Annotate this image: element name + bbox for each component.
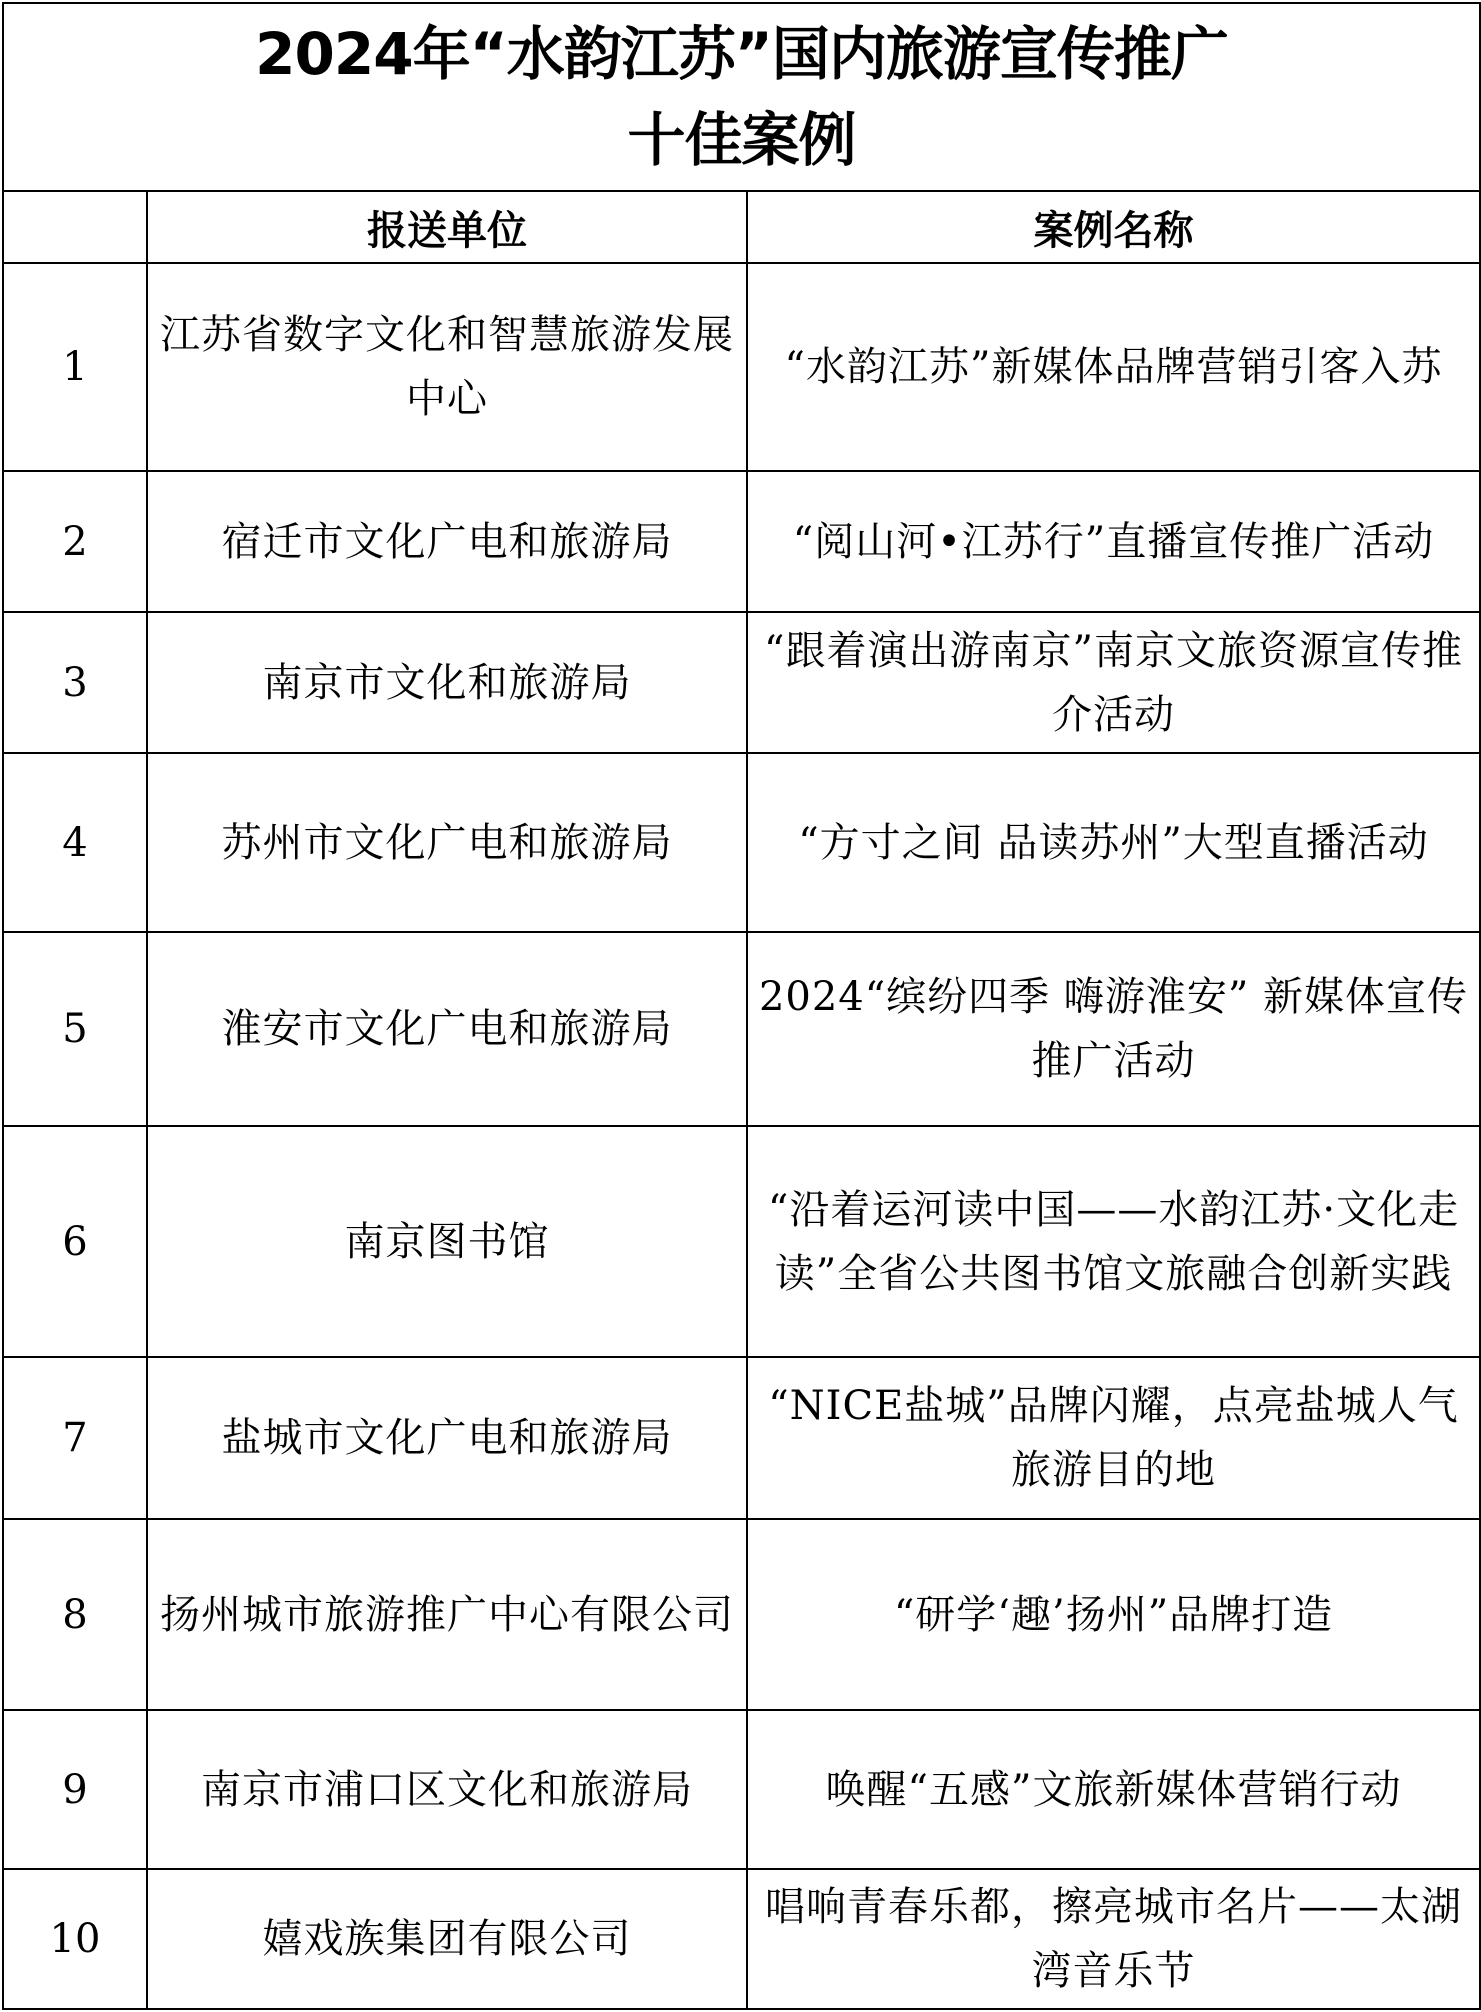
unit-cell [147, 1710, 747, 1869]
unit-text: 南京图书馆 [344, 1218, 550, 1265]
row-number: 5 [3, 932, 147, 1126]
unit-cell [147, 1357, 747, 1519]
title-line-1: 2024年“水韵江苏”国内旅游宣传推广 [255, 20, 1228, 88]
row-number: 9 [3, 1710, 147, 1869]
table-row [3, 1126, 1480, 1357]
unit-text: 扬州城市旅游推广中心有限公司 [160, 1591, 734, 1638]
title-line-2: 十佳案例 [627, 106, 856, 174]
case-cell [747, 753, 1480, 932]
case-text: “方寸之间 品读苏州”大型直播活动 [798, 819, 1429, 866]
row-number: 10 [3, 1869, 147, 2009]
table-row [3, 753, 1480, 932]
case-cell [747, 932, 1480, 1126]
unit-text: 南京市文化和旅游局 [262, 659, 632, 706]
table-row [3, 1869, 1480, 2009]
case-text: 唱响青春乐都，擦亮城市名片——太湖湾音乐节 [765, 1884, 1462, 1994]
row-number: 7 [3, 1357, 147, 1519]
unit-cell [147, 1519, 747, 1710]
case-cell [747, 612, 1480, 753]
table-row [3, 471, 1480, 612]
unit-cell [147, 1869, 747, 2009]
title-row [3, 3, 1480, 191]
header-unit: 报送单位 [147, 191, 747, 263]
case-text: “研学‘趣’扬州”品牌打造 [893, 1591, 1334, 1638]
unit-text: 宿迁市文化广电和旅游局 [221, 518, 673, 565]
unit-cell [147, 263, 747, 471]
unit-cell [147, 612, 747, 753]
table-row [3, 1357, 1480, 1519]
unit-text: 苏州市文化广电和旅游局 [221, 819, 673, 866]
table-row [3, 1519, 1480, 1710]
unit-text: 江苏省数字文化和智慧旅游发展中心 [160, 312, 734, 422]
row-number: 2 [3, 471, 147, 612]
unit-text: 淮安市文化广电和旅游局 [221, 1006, 673, 1052]
case-cell [747, 1357, 1480, 1519]
unit-text: 嬉戏族集团有限公司 [262, 1916, 632, 1962]
case-cell [747, 1519, 1480, 1710]
row-number: 8 [3, 1519, 147, 1710]
table-row [3, 612, 1480, 753]
header-num [3, 191, 147, 263]
table-row [3, 932, 1480, 1126]
unit-cell [147, 1126, 747, 1357]
case-text: “阅山河•江苏行”直播宣传推广活动 [792, 518, 1435, 565]
unit-cell [147, 471, 747, 612]
document-title [3, 3, 1480, 191]
header-row [3, 191, 1480, 263]
award-table [2, 2, 1481, 2010]
unit-text: 盐城市文化广电和旅游局 [221, 1415, 673, 1461]
case-text: “NICE盐城”品牌闪耀，点亮盐城人气旅游目的地 [768, 1383, 1459, 1493]
row-number: 6 [3, 1126, 147, 1357]
table-row [3, 263, 1480, 471]
row-number: 1 [3, 263, 147, 471]
table-row [3, 1710, 1480, 1869]
case-text: “水韵江苏”新媒体品牌营销引客入苏 [784, 344, 1443, 390]
case-text: 2024“缤纷四季 嗨游淮安” 新媒体宣传推广活动 [758, 974, 1469, 1084]
header-case: 案例名称 [747, 191, 1480, 263]
row-number: 3 [3, 612, 147, 753]
unit-text: 南京市浦口区文化和旅游局 [201, 1766, 693, 1813]
case-text: 唤醒“五感”文旅新媒体营销行动 [825, 1766, 1402, 1813]
case-cell [747, 263, 1480, 471]
case-text: “跟着演出游南京”南京文旅资源宣传推介活动 [764, 627, 1463, 738]
row-number: 4 [3, 753, 147, 932]
case-cell [747, 471, 1480, 612]
unit-cell [147, 753, 747, 932]
case-cell [747, 1126, 1480, 1357]
case-text: “沿着运河读中国——水韵江苏·文化走读”全省公共图书馆文旅融合创新实践 [767, 1186, 1460, 1297]
case-cell [747, 1710, 1480, 1869]
case-cell [747, 1869, 1480, 2009]
unit-cell [147, 932, 747, 1126]
